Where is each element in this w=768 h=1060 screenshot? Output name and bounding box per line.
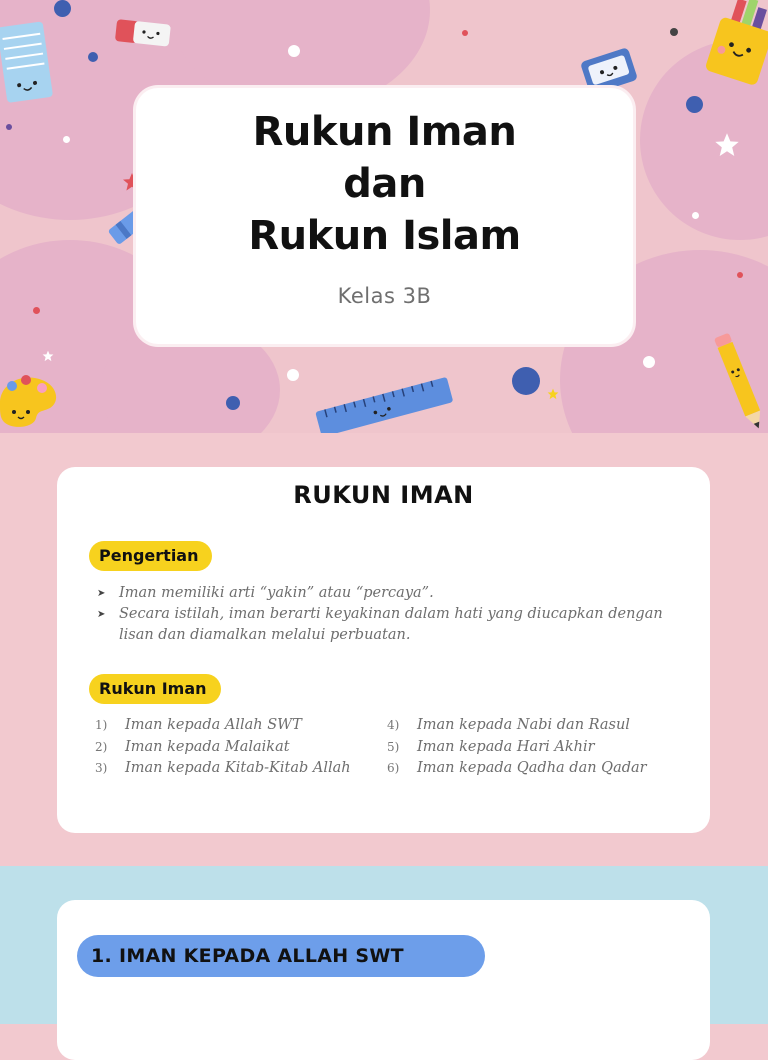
list-item-text: Iman kepada Nabi dan Rasul	[417, 717, 630, 733]
star-icon	[547, 388, 559, 400]
paint-palette-icon	[0, 366, 62, 433]
iman-kepada-allah-slide	[0, 866, 768, 1024]
list-number: 6)	[387, 761, 400, 775]
crayon-box-icon	[700, 0, 768, 100]
ruler-icon	[312, 374, 456, 433]
title-line: dan	[343, 161, 426, 207]
list-item	[95, 715, 351, 737]
decor-dot	[54, 0, 71, 17]
rukun-iman-list-left	[95, 715, 351, 780]
iman-kepada-allah-card	[57, 900, 710, 1060]
section-heading: 1. IMAN KEPADA ALLAH SWT	[77, 935, 485, 977]
list-item-text: Iman kepada Kitab-Kitab Allah	[125, 760, 351, 776]
list-item-text: Secara istilah, iman berarti keyakinan dalam hati yang diucapkan dengan lisan dan diamalkan melalui perbuatan.	[119, 606, 663, 643]
star-icon	[42, 350, 54, 362]
list-number: 5)	[387, 739, 400, 754]
title-line: Rukun Islam	[248, 213, 521, 259]
eraser-icon	[112, 14, 176, 50]
arrow-bullet-icon: ➤	[97, 588, 106, 599]
list-item-text: Iman memiliki arti “yakin” atau “percaya”.	[119, 585, 434, 601]
rukun-iman-card	[57, 467, 710, 833]
decor-dot	[670, 28, 678, 36]
decor-dot	[737, 272, 743, 278]
list-item	[95, 737, 351, 759]
section-heading: RUKUN IMAN	[293, 481, 474, 509]
list-number: 3)	[95, 761, 108, 775]
list-number: 2)	[95, 739, 108, 754]
list-item-text: Iman kepada Allah SWT	[125, 717, 302, 733]
list-item	[387, 758, 647, 780]
decor-dot	[462, 30, 468, 36]
decor-dot	[287, 369, 299, 381]
title-line: Rukun Iman	[252, 109, 517, 155]
list-number: 4)	[387, 718, 400, 732]
pengertian-label: Pengertian	[89, 541, 212, 571]
list-item	[387, 737, 647, 759]
list-item-text: Iman kepada Hari Akhir	[417, 738, 595, 755]
decor-dot	[88, 52, 98, 62]
decor-dot	[643, 356, 655, 368]
notepad-icon	[0, 18, 56, 106]
star-icon	[714, 132, 740, 158]
decor-dot	[288, 45, 300, 57]
decor-dot	[33, 307, 40, 314]
decor-dot	[6, 124, 12, 130]
list-item	[97, 583, 687, 604]
rukun-iman-list-right	[387, 715, 647, 780]
list-item	[97, 604, 687, 646]
class-subtitle: Kelas 3B	[337, 284, 432, 308]
arrow-bullet-icon: ➤	[97, 609, 106, 620]
list-number: 1)	[95, 718, 108, 732]
rukun-iman-label: Rukun Iman	[89, 674, 221, 704]
list-item	[387, 715, 647, 737]
list-item-text: Iman kepada Malaikat	[125, 738, 290, 755]
decor-dot	[512, 367, 540, 395]
list-item-text: Iman kepada Qadha dan Qadar	[417, 760, 647, 776]
decor-dot	[692, 212, 699, 219]
cover-slide	[0, 0, 768, 433]
rukun-iman-slide	[0, 433, 768, 866]
page-title	[136, 106, 633, 262]
title-card	[136, 88, 633, 344]
list-item	[95, 758, 351, 780]
pengertian-list	[97, 583, 687, 646]
decor-dot	[226, 396, 240, 410]
pencil-icon	[712, 330, 768, 433]
decor-dot	[63, 136, 70, 143]
